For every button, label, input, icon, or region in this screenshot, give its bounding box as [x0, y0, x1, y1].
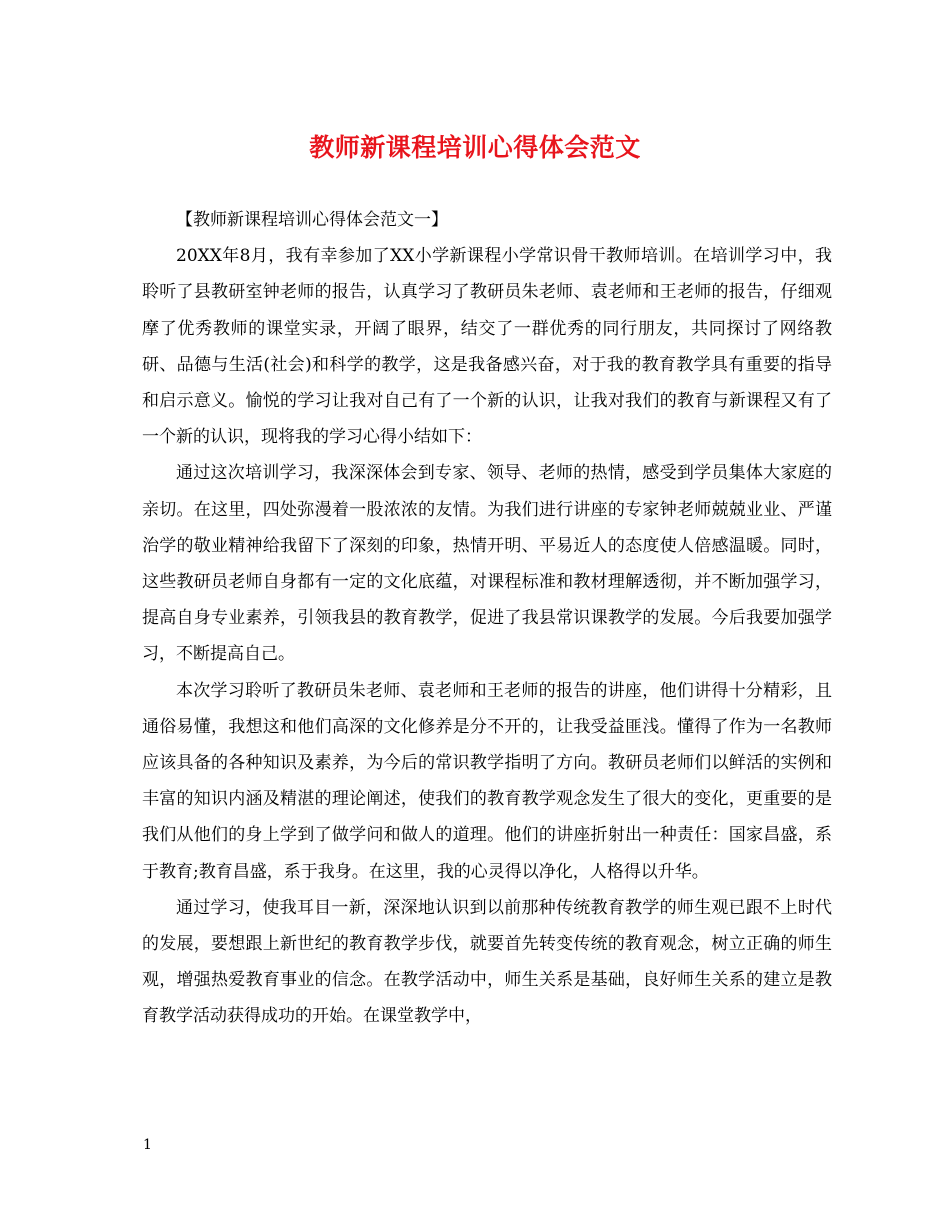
paragraph-4: 通过学习，使我耳目一新，深深地认识到以前那种传统教育教学的师生观已跟不上时代的发展，要想跟上新世纪的教育教学步伐，就要首先转变传统的教育观念，树立正确的师生观，增强热爱教育事业的信念。在教学活动中，师生关系是基础，良好师生关系的建立是教育教学活动获得成功的开始。在课堂教学中，	[142, 897, 832, 1027]
section-heading: 【教师新课程培训心得体会范文一】	[176, 210, 448, 230]
paragraph-3: 本次学习聆听了教研员朱老师、袁老师和王老师的报告的讲座，他们讲得十分精彩，且通俗易懂，我想这和他们高深的文化修养是分不开的，让我受益匪浅。懂得了作为一名教师应该具备的各种知识及素养，为今后的常识教学指明了方向。教研员老师们以鲜活的实例和丰富的知识内涵及精湛的理论阐述，使我们的教育教学观念发生了很大的变化，更重要的是我们从他们的身上学到了做学问和做人的道理。他们的讲座折射出一种责任：国家昌盛，系于教育;教育昌盛，系于我身。在这里，我的心灵得以净化，人格得以升华。	[142, 680, 832, 882]
page-number: 1	[143, 1137, 152, 1153]
paragraph-2: 通过这次培训学习，我深深体会到专家、领导、老师的热情，感受到学员集体大家庭的亲切。在这里，四处弥漫着一股浓浓的友情。为我们进行讲座的专家钟老师兢兢业业、严谨治学的敬业精神给我留下了深刻的印象，热情开明、平易近人的态度使人倍感温暖。同时，这些教研员老师自身都有一定的文化底蕴，对课程标准和教材理解透彻，并不断加强学习，提高自身专业素养，引领我县的教育教学，促进了我县常识课教学的发展。今后我要加强学习，不断提高自己。	[142, 463, 832, 665]
document-title: 教师新课程培训心得体会范文	[309, 133, 641, 162]
paragraph-1: 20XX年8月，我有幸参加了XX小学新课程小学常识骨干教师培训。在培训学习中，我聆听了县教研室钟老师的报告，认真学习了教研员朱老师、袁老师和王老师的报告，仔细观摩了优秀教师的课堂实录，开阔了眼界，结交了一群优秀的同行朋友，共同探讨了网络教研、品德与生活(社会)和科学的教学，这是我备感兴奋，对于我的教育教学具有重要的指导和启示意义。愉悦的学习让我对自己有了一个新的认识，让我对我们的教育与新课程又有了一个新的认识，现将我的学习心得小结如下：	[142, 246, 832, 448]
document-body	[142, 202, 832, 1035]
